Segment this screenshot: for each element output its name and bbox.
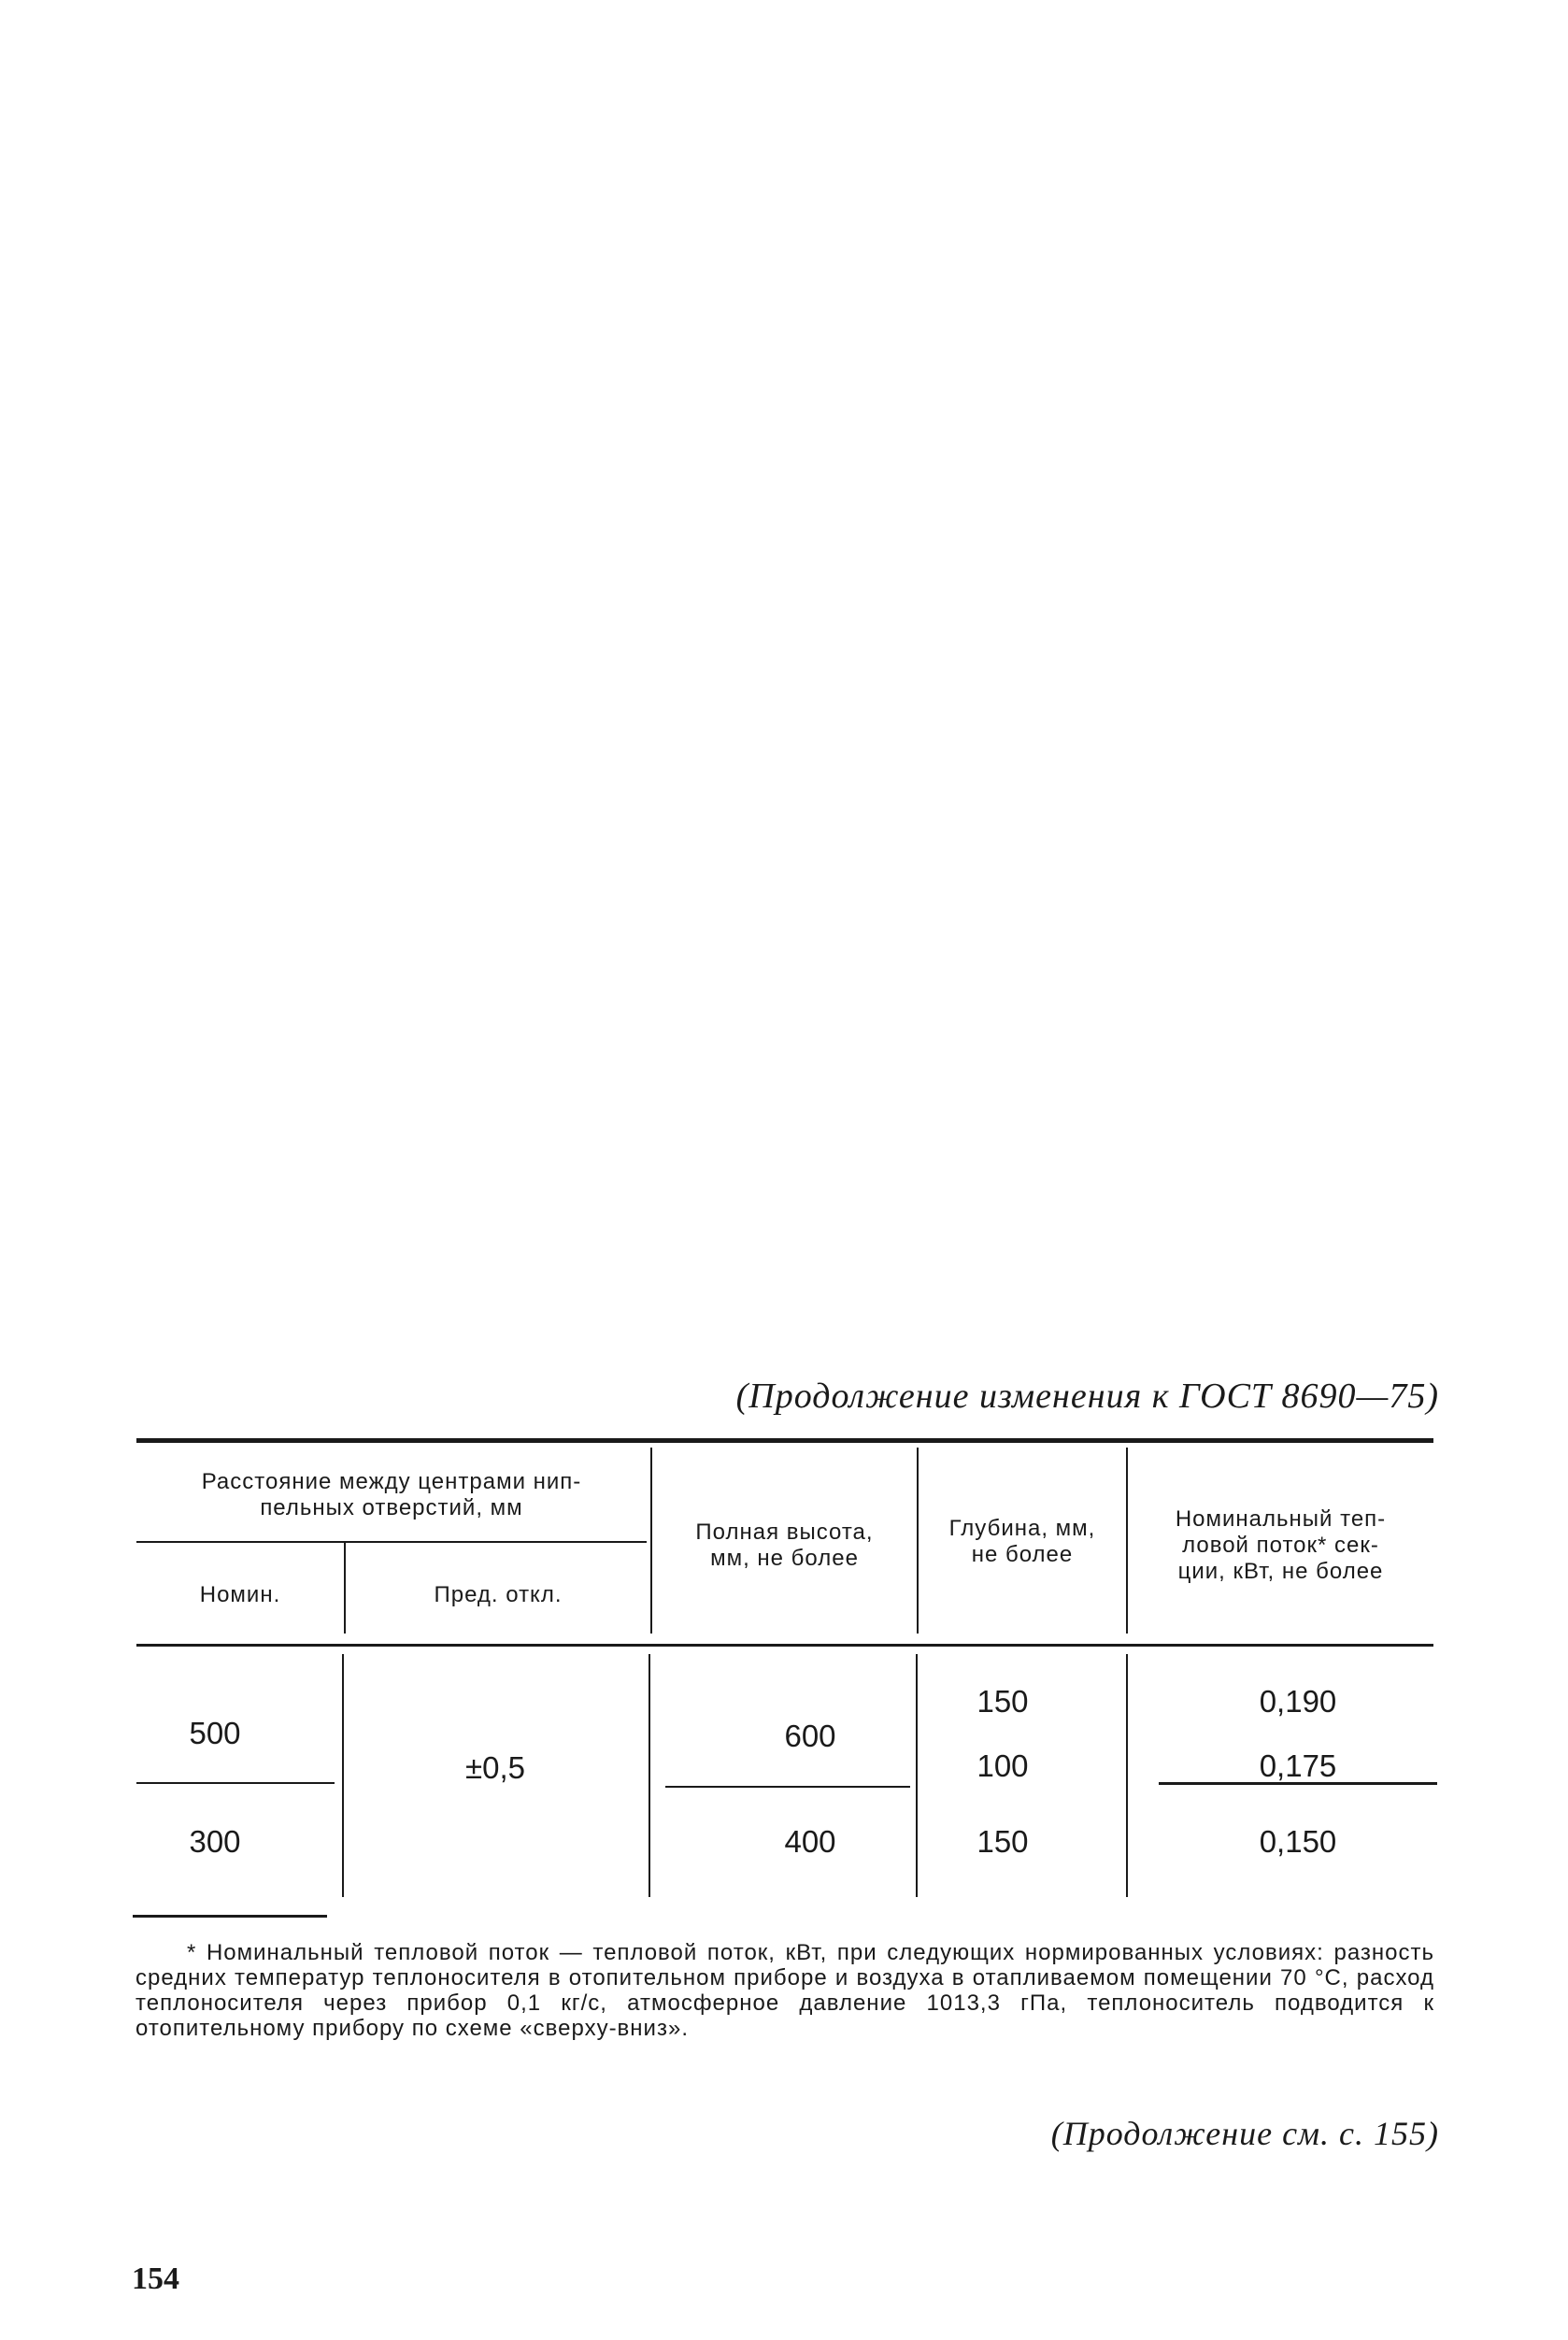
cell-flow-0190: 0,190 [1259, 1684, 1337, 1719]
group-header-line2: пельных отверстий, мм [260, 1495, 523, 1520]
col-flow-line2: ловой поток* сек- [1182, 1533, 1379, 1558]
body-vline-height [916, 1654, 918, 1897]
cell-nominal-300: 300 [189, 1824, 241, 1859]
group-header-underline [136, 1541, 647, 1543]
col-height-line1: Полная высота, [695, 1520, 874, 1545]
header-bottom-rule [136, 1644, 1433, 1647]
table-top-rule [136, 1438, 1433, 1443]
col-flow-line3: ции, кВт, не более [1177, 1559, 1384, 1584]
col-depth-header [919, 1516, 1126, 1568]
page-number: 154 [132, 2262, 179, 2296]
col-height-header [652, 1520, 917, 1572]
footnote: * Номинальный тепловой поток — тепловой поток, кВт, при следующих нормированных условиях: разность средних температур теплоносителя в отопительном приборе и воздуха в отапливаемом помещении 70 °С, расход теплоносителя через прибор 0,1 кг/с, атмосферное давление 1013,3 гПа, теплоноситель подводится к отопительному прибору по схеме «сверху-вниз». [135, 1940, 1434, 2041]
cell-height-600: 600 [784, 1719, 836, 1753]
col-depth-line1: Глубина, мм, [948, 1516, 1096, 1541]
col-height-line2: мм, не более [710, 1546, 859, 1571]
cell-nominal-500: 500 [189, 1716, 241, 1750]
col-tolerance-header: Пред. откл. [434, 1582, 563, 1607]
col-nominal-header: Номин. [199, 1582, 281, 1607]
cell-tolerance: ±0,5 [465, 1750, 525, 1785]
continued-note: (Продолжение см. с. 155) [1050, 2115, 1439, 2152]
col-flow-header [1128, 1506, 1433, 1585]
body-vline-nominal [342, 1654, 344, 1897]
continuation-header: (Продолжение изменения к ГОСТ 8690—75) [735, 1377, 1439, 1416]
col-depth-line2: не более [971, 1542, 1074, 1567]
row-divider-height [665, 1786, 910, 1788]
col-flow-line1: Номинальный теп- [1175, 1506, 1387, 1532]
footnote-separator [133, 1915, 327, 1918]
body-vline-group [649, 1654, 650, 1897]
cell-height-400: 400 [784, 1824, 836, 1859]
cell-depth-150-a: 150 [976, 1684, 1029, 1719]
body-vline-depth [1126, 1654, 1128, 1897]
cell-flow-0150: 0,150 [1259, 1824, 1337, 1859]
cell-depth-150-b: 150 [976, 1824, 1029, 1859]
row-divider-nominal [136, 1782, 335, 1784]
cell-depth-100: 100 [976, 1748, 1029, 1783]
cell-flow-0175: 0,175 [1259, 1748, 1337, 1783]
group-header [136, 1469, 647, 1521]
group-header-line1: Расстояние между центрами нип- [201, 1469, 582, 1494]
